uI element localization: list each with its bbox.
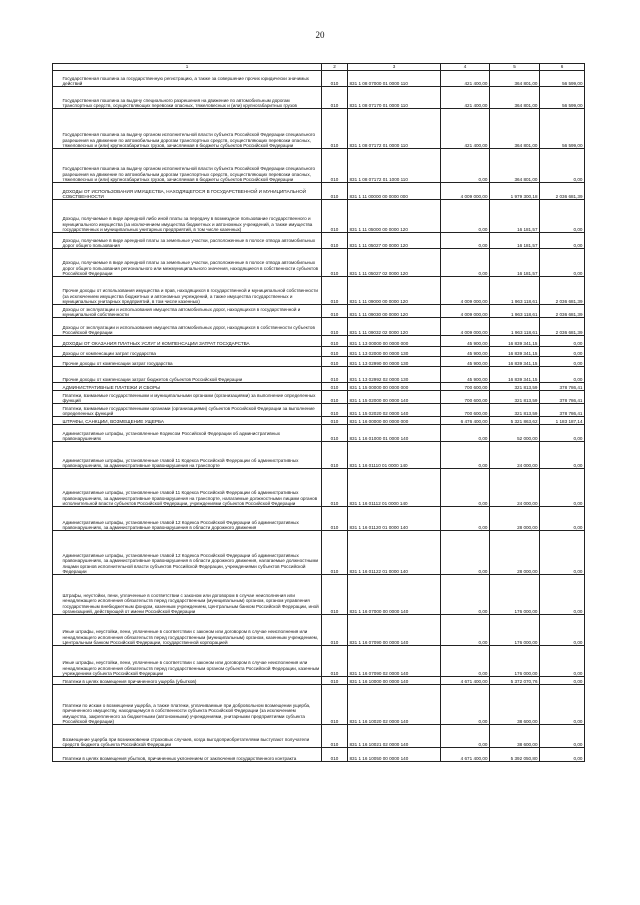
table-row (53, 646, 585, 677)
table-row (53, 417, 585, 425)
row-budget-code: 831 1 15 02020 02 0000 140 (348, 404, 441, 417)
row-description: Государственная пошлина за выдачу специального разрешения на движение по автомобильным дорогам транспортных средств, осуществляющих перевозки опасных, тяжеловесных и (или) крупногабаритных грузов (53, 87, 322, 109)
row-line-code: 010 (322, 383, 348, 391)
row-unexecuted-amount: 0,00 (540, 646, 585, 677)
row-approved-amount: 45 900,00 (441, 347, 490, 357)
row-budget-code: 831 1 11 00000 00 0000 000 (348, 183, 441, 200)
row-budget-code: 831 1 08 07000 01 0000 110 (348, 71, 441, 87)
row-unexecuted-amount: 56 599,00 (540, 87, 585, 109)
row-executed-amount: 28 000,00 (490, 531, 540, 575)
table-row (53, 305, 585, 318)
table-row (53, 748, 585, 762)
row-executed-amount: 16 839 341,15 (490, 336, 540, 347)
table-row (53, 575, 585, 615)
row-budget-code: 831 1 13 02990 00 0000 130 (348, 357, 441, 367)
row-line-code: 010 (322, 677, 348, 685)
row-unexecuted-amount: 0,00 (540, 367, 585, 383)
row-budget-code: 831 1 11 09030 00 0000 120 (348, 305, 441, 318)
row-executed-amount: 5 392 050,80 (490, 748, 540, 762)
row-approved-amount: 421 400,00 (441, 109, 490, 149)
row-unexecuted-amount: 56 599,00 (540, 71, 585, 87)
row-executed-amount: 364 801,00 (490, 149, 540, 183)
table-row (53, 507, 585, 531)
column-header-row (53, 64, 585, 71)
row-unexecuted-amount: 0,00 (540, 357, 585, 367)
table-row (53, 233, 585, 249)
row-budget-code: 831 1 08 07172 01 0000 110 (348, 109, 441, 149)
table-row (53, 685, 585, 725)
row-unexecuted-amount: 0,00 (540, 347, 585, 357)
row-unexecuted-amount: 0,00 (540, 200, 585, 233)
row-description: Административные штрафы, установленные главой 11 Кодекса Российской Федерации об административных правонарушениях, за административные правонарушения на транспорте (53, 442, 322, 469)
row-executed-amount: 321 813,59 (490, 404, 540, 417)
row-approved-amount: 0,00 (441, 575, 490, 615)
row-executed-amount: 176 000,00 (490, 575, 540, 615)
table-row (53, 531, 585, 575)
row-description: Платежи, взимаемые государственными органами (организациями) субъектов Российской Федерации за выполнение определенных функций (53, 404, 322, 417)
table-row (53, 367, 585, 383)
row-approved-amount: 0,00 (441, 425, 490, 442)
row-budget-code: 831 1 16 01110 01 0000 140 (348, 442, 441, 469)
row-unexecuted-amount: 0,00 (540, 336, 585, 347)
column-header: 1 (53, 64, 322, 71)
row-unexecuted-amount: 378 786,41 (540, 391, 585, 404)
table-row (53, 615, 585, 646)
row-budget-code: 831 1 16 01120 01 0000 140 (348, 507, 441, 531)
row-description: Иные штрафы, неустойки, пени, уплаченные в соответствии с законом или договором в случае неисполнения или ненадлежащего исполнения обязательств перед государственным (муниципальным) органом, казенным учреждением, Центральным банком Российской Федерации, государственной корпорацией (53, 615, 322, 646)
row-executed-amount: 1 963 118,61 (490, 277, 540, 305)
row-description: Доходы от эксплуатации и использования имущества автомобильных дорог, находящихся в собственности субъектов Российской Федерации (53, 318, 322, 336)
row-executed-amount: 176 000,00 (490, 646, 540, 677)
row-line-code: 010 (322, 109, 348, 149)
column-header: 4 (441, 64, 490, 71)
row-unexecuted-amount: 2 036 681,39 (540, 183, 585, 200)
row-description: Иные штрафы, неустойки, пени, уплаченные в соответствии с законом или договором в случае неисполнения или ненадлежащего исполнения обязательств перед государственным органом субъекта Российской Федерации, казенным учреждением субъекта Российской Федерации (53, 646, 322, 677)
row-executed-amount: 364 801,00 (490, 71, 540, 87)
row-unexecuted-amount: 0,00 (540, 149, 585, 183)
table-row (53, 725, 585, 748)
row-line-code: 010 (322, 685, 348, 725)
row-unexecuted-amount: 2 036 681,39 (540, 318, 585, 336)
row-line-code: 010 (322, 347, 348, 357)
row-line-code: 010 (322, 233, 348, 249)
row-approved-amount: 4 009 000,00 (441, 318, 490, 336)
row-line-code: 010 (322, 575, 348, 615)
row-description: Доходы от эксплуатации и использования имущества автомобильных дорог, находящихся в государственной и муниципальной собственности (53, 305, 322, 318)
row-description: ДОХОДЫ ОТ ИСПОЛЬЗОВАНИЯ ИМУЩЕСТВА, НАХОДЯЩЕГОСЯ В ГОСУДАРСТВЕННОЙ И МУНИЦИПАЛЬНОЙ СОБСТВЕННОСТИ (53, 183, 322, 200)
row-approved-amount: 0,00 (441, 725, 490, 748)
row-budget-code: 831 1 15 00000 00 0000 000 (348, 383, 441, 391)
row-line-code: 010 (322, 615, 348, 646)
table-row (53, 677, 585, 685)
row-unexecuted-amount: 0,00 (540, 725, 585, 748)
row-unexecuted-amount: 0,00 (540, 507, 585, 531)
row-description: Административные штрафы, установленные главой 12 Кодекса Российской Федерации об административных правонарушениях, за административные правонарушения в области дорожного движения (53, 507, 322, 531)
row-executed-amount: 52 000,00 (490, 425, 540, 442)
row-approved-amount: 4 009 000,00 (441, 183, 490, 200)
row-approved-amount: 45 900,00 (441, 367, 490, 383)
row-budget-code: 831 1 16 01122 01 0000 140 (348, 531, 441, 575)
page-number: 20 (315, 30, 325, 40)
row-description: Административные штрафы, установленные главой 11 Кодекса Российской Федерации об административных правонарушениях, за административные правонарушения на транспорте, налагаемые должностными лицами органов исполнительной власти субъектов Российской Федерации, учреждениями субъектов Российской Федерации (53, 469, 322, 507)
row-executed-amount: 16 839 341,15 (490, 367, 540, 383)
row-executed-amount: 38 600,00 (490, 685, 540, 725)
row-budget-code: 831 1 11 09032 02 0000 120 (348, 318, 441, 336)
row-executed-amount: 1 963 118,61 (490, 318, 540, 336)
row-executed-amount: 1 963 118,61 (490, 305, 540, 318)
row-executed-amount: 16 181,57 (490, 233, 540, 249)
row-executed-amount: 364 801,00 (490, 109, 540, 149)
row-line-code: 010 (322, 507, 348, 531)
row-description: Доходы, получаемые в виде арендной либо иной платы за передачу в возмездное пользование государственного и муниципального имущества (за исключением имущества бюджетных и автономных учреждений, а также имущества государственных и муниципальных унитарных предприятий, в том числе казенных) (53, 200, 322, 233)
row-description: АДМИНИСТРАТИВНЫЕ ПЛАТЕЖИ И СБОРЫ (53, 383, 322, 391)
row-budget-code: 831 1 13 02992 02 0000 130 (348, 367, 441, 383)
row-approved-amount: 0,00 (441, 646, 490, 677)
row-approved-amount: 0,00 (441, 507, 490, 531)
row-executed-amount: 38 600,00 (490, 725, 540, 748)
row-executed-amount: 28 000,00 (490, 507, 540, 531)
row-budget-code: 831 1 11 05027 00 0000 120 (348, 233, 441, 249)
table-row (53, 87, 585, 109)
row-line-code: 010 (322, 149, 348, 183)
row-approved-amount: 421 400,00 (441, 87, 490, 109)
row-budget-code: 831 1 13 00000 00 0000 000 (348, 336, 441, 347)
table-row (53, 109, 585, 149)
row-budget-code: 831 1 11 05000 00 0000 120 (348, 200, 441, 233)
row-executed-amount: 16 181,57 (490, 249, 540, 277)
column-header: 6 (540, 64, 585, 71)
row-budget-code: 831 1 15 02000 00 0000 140 (348, 391, 441, 404)
row-description: Возмещение ущерба при возникновении страховых случаев, когда выгодоприобретателями выступают получатели средств бюджета субъекта Российской Федерации (53, 725, 322, 748)
row-line-code: 010 (322, 531, 348, 575)
row-description: Прочие доходы от компенсации затрат государства (53, 357, 322, 367)
row-approved-amount: 700 600,00 (441, 383, 490, 391)
row-line-code: 010 (322, 87, 348, 109)
row-description: Государственная пошлина за выдачу органом исполнительной власти субъекта Российской Федерации специального разрешения на движение по автомобильным дорогам транспортных средств, осуществляющих перевозки опасных, тяжеловесных и (или) крупногабаритных грузов, зачисляемая в бюджеты субъектов Российской Федерации (53, 109, 322, 149)
row-executed-amount: 364 801,00 (490, 87, 540, 109)
row-line-code: 010 (322, 646, 348, 677)
row-description: Доходы от компенсации затрат государства (53, 347, 322, 357)
row-description: Доходы, получаемые в виде арендной платы за земельные участки, расположенные в полосе отвода автомобильных дорог общего пользования (53, 233, 322, 249)
row-executed-amount: 176 000,00 (490, 615, 540, 646)
row-approved-amount: 0,00 (441, 531, 490, 575)
row-description: Административные штрафы, установленные Кодексом Российской Федерации об административных правонарушениях (53, 425, 322, 442)
row-budget-code: 831 1 08 07172 01 1000 110 (348, 149, 441, 183)
row-approved-amount: 4 009 000,00 (441, 277, 490, 305)
row-unexecuted-amount: 378 786,41 (540, 404, 585, 417)
table-row (53, 149, 585, 183)
table-row (53, 383, 585, 391)
row-budget-code: 831 1 11 09000 00 0000 120 (348, 277, 441, 305)
table-row (53, 425, 585, 442)
row-unexecuted-amount: 0,00 (540, 233, 585, 249)
table-row (53, 391, 585, 404)
column-header: 5 (490, 64, 540, 71)
row-approved-amount: 4 671 400,00 (441, 748, 490, 762)
row-approved-amount: 700 600,00 (441, 391, 490, 404)
table-row (53, 318, 585, 336)
column-header: 3 (348, 64, 441, 71)
row-unexecuted-amount: 0,00 (540, 685, 585, 725)
row-description: Платежи по искам о возмещении ущерба, а также платежи, уплачиваемые при добровольном возмещении ущерба, причиненного имуществу, находящемуся в собственности субъекта Российской Федерации (за исключением имущества, закрепленного за бюджетными (автономными) учреждениями, унитарными предприятиями субъекта Российской Федерации) (53, 685, 322, 725)
table-row (53, 200, 585, 233)
row-budget-code: 831 1 16 10000 00 0000 140 (348, 677, 441, 685)
row-unexecuted-amount: 1 183 187,14 (540, 417, 585, 425)
row-description: Государственная пошлина за выдачу органом исполнительной власти субъекта Российской Федерации специального разрешения на движение по автомобильным дорогам транспортных средств, осуществляющих перевозки опасных, тяжеловесных и (или) крупногабаритных грузов, зачисляемая в бюджеты субъектов Российской Федерации (53, 149, 322, 183)
table-row (53, 277, 585, 305)
row-line-code: 010 (322, 469, 348, 507)
row-line-code: 010 (322, 442, 348, 469)
row-approved-amount: 0,00 (441, 615, 490, 646)
table-row (53, 249, 585, 277)
row-unexecuted-amount: 0,00 (540, 425, 585, 442)
table-row (53, 404, 585, 417)
row-approved-amount: 421 400,00 (441, 71, 490, 87)
row-unexecuted-amount: 0,00 (540, 469, 585, 507)
row-approved-amount: 0,00 (441, 442, 490, 469)
row-description: ШТРАФЫ, САНКЦИИ, ВОЗМЕЩЕНИЕ УЩЕРБА (53, 417, 322, 425)
row-unexecuted-amount: 0,00 (540, 531, 585, 575)
row-description: Доходы, получаемые в виде арендной платы за земельные участки, расположенные в полосе отвода автомобильных дорог общего пользования регионального или межмуниципального значения, находящиеся в собственности субъектов Российской Федерации (53, 249, 322, 277)
row-approved-amount: 45 900,00 (441, 357, 490, 367)
table-row (53, 347, 585, 357)
table-row (53, 183, 585, 200)
row-budget-code: 831 1 16 01000 01 0000 140 (348, 425, 441, 442)
row-budget-code: 831 1 16 10050 00 0000 140 (348, 748, 441, 762)
row-approved-amount: 4 009 000,00 (441, 305, 490, 318)
row-line-code: 010 (322, 336, 348, 347)
row-executed-amount: 16 839 341,15 (490, 347, 540, 357)
row-executed-amount: 321 813,59 (490, 383, 540, 391)
row-approved-amount: 6 476 400,00 (441, 417, 490, 425)
row-line-code: 010 (322, 71, 348, 87)
row-approved-amount: 4 671 400,00 (441, 677, 490, 685)
row-unexecuted-amount: 0,00 (540, 615, 585, 646)
row-unexecuted-amount: 378 786,41 (540, 383, 585, 391)
row-budget-code: 831 1 13 02000 00 0000 130 (348, 347, 441, 357)
row-approved-amount: 0,00 (441, 685, 490, 725)
row-approved-amount: 0,00 (441, 200, 490, 233)
row-description: ДОХОДЫ ОТ ОКАЗАНИЯ ПЛАТНЫХ УСЛУГ И КОМПЕНСАЦИИ ЗАТРАТ ГОСУДАРСТВА (53, 336, 322, 347)
row-unexecuted-amount: 0,00 (540, 249, 585, 277)
row-budget-code: 831 1 08 07170 01 0000 110 (348, 87, 441, 109)
row-unexecuted-amount: 2 036 681,39 (540, 277, 585, 305)
row-executed-amount: 1 979 300,18 (490, 183, 540, 200)
column-header: 2 (322, 64, 348, 71)
row-line-code: 010 (322, 183, 348, 200)
row-unexecuted-amount: 0,00 (540, 748, 585, 762)
row-description: Прочие доходы от компенсации затрат бюджетов субъектов Российской Федерации (53, 367, 322, 383)
row-line-code: 010 (322, 318, 348, 336)
row-line-code: 010 (322, 725, 348, 748)
row-executed-amount: 16 181,57 (490, 200, 540, 233)
row-unexecuted-amount: 0,00 (540, 442, 585, 469)
row-executed-amount: 5 372 070,76 (490, 677, 540, 685)
row-line-code: 010 (322, 391, 348, 404)
row-description: Административные штрафы, установленные главой 12 Кодекса Российской Федерации об административных правонарушениях, за административные правонарушения в области дорожного движения, налагаемые должностными лицами органов исполнительной власти субъектов Российской Федерации, учреждениями субъектов Российской Федерации (53, 531, 322, 575)
row-unexecuted-amount: 0,00 (540, 575, 585, 615)
row-line-code: 010 (322, 249, 348, 277)
row-budget-code: 831 1 16 10021 02 0000 140 (348, 725, 441, 748)
table-row (53, 469, 585, 507)
row-budget-code: 831 1 16 07000 00 0000 140 (348, 575, 441, 615)
row-line-code: 010 (322, 357, 348, 367)
revenue-table (52, 63, 585, 762)
table-row (53, 357, 585, 367)
row-description: Государственная пошлина за государственную регистрацию, а также за совершение прочих юридически значимых действий (53, 71, 322, 87)
row-approved-amount: 0,00 (441, 233, 490, 249)
row-approved-amount: 45 900,00 (441, 336, 490, 347)
row-budget-code: 831 1 16 01112 01 0000 140 (348, 469, 441, 507)
row-approved-amount: 0,00 (441, 149, 490, 183)
table-row (53, 442, 585, 469)
row-budget-code: 831 1 16 07090 00 0000 140 (348, 615, 441, 646)
row-executed-amount: 16 839 341,15 (490, 357, 540, 367)
row-description: Платежи в целях возмещения причиненного ущерба (убытков) (53, 677, 322, 685)
row-executed-amount: 24 000,00 (490, 469, 540, 507)
row-line-code: 010 (322, 367, 348, 383)
row-line-code: 010 (322, 277, 348, 305)
row-executed-amount: 5 321 863,62 (490, 417, 540, 425)
row-approved-amount: 0,00 (441, 469, 490, 507)
row-unexecuted-amount: 56 599,00 (540, 109, 585, 149)
row-budget-code: 831 1 16 10020 02 0000 140 (348, 685, 441, 725)
row-unexecuted-amount: 0,00 (540, 677, 585, 685)
row-description: Штрафы, неустойки, пени, уплаченные в соответствии с законом или договором в случае неисполнения или ненадлежащего исполнения обязательств перед государственным (муниципальным) органом, органом управления государственным внебюджетным фондом, казенным учреждением, Центральным банком Российской Федерации, иной организацией, действующей от имени Российской Федерации (53, 575, 322, 615)
row-description: Платежи, взимаемые государственными и муниципальными органами (организациями) за выполнение определенных функций (53, 391, 322, 404)
row-executed-amount: 24 000,00 (490, 442, 540, 469)
row-approved-amount: 0,00 (441, 249, 490, 277)
table-row (53, 71, 585, 87)
row-line-code: 010 (322, 200, 348, 233)
row-budget-code: 831 1 11 05027 02 0000 120 (348, 249, 441, 277)
row-budget-code: 831 1 16 00000 00 0000 000 (348, 417, 441, 425)
row-description: Прочие доходы от использования имущества и прав, находящихся в государственной и муниципальной собственности (за исключением имущества бюджетных и автономных учреждений, а также имущества государственных и муниципальных унитарных предприятий, в том числе казенных) (53, 277, 322, 305)
row-approved-amount: 700 600,00 (441, 404, 490, 417)
row-executed-amount: 321 813,59 (490, 391, 540, 404)
row-line-code: 010 (322, 417, 348, 425)
row-description: Платежи в целях возмещения убытков, причиненных уклонением от заключения государственного контракта (53, 748, 322, 762)
row-line-code: 010 (322, 425, 348, 442)
row-budget-code: 831 1 16 07090 02 0000 140 (348, 646, 441, 677)
row-unexecuted-amount: 2 036 681,39 (540, 305, 585, 318)
table-row (53, 336, 585, 347)
row-line-code: 010 (322, 748, 348, 762)
row-line-code: 010 (322, 404, 348, 417)
row-line-code: 010 (322, 305, 348, 318)
